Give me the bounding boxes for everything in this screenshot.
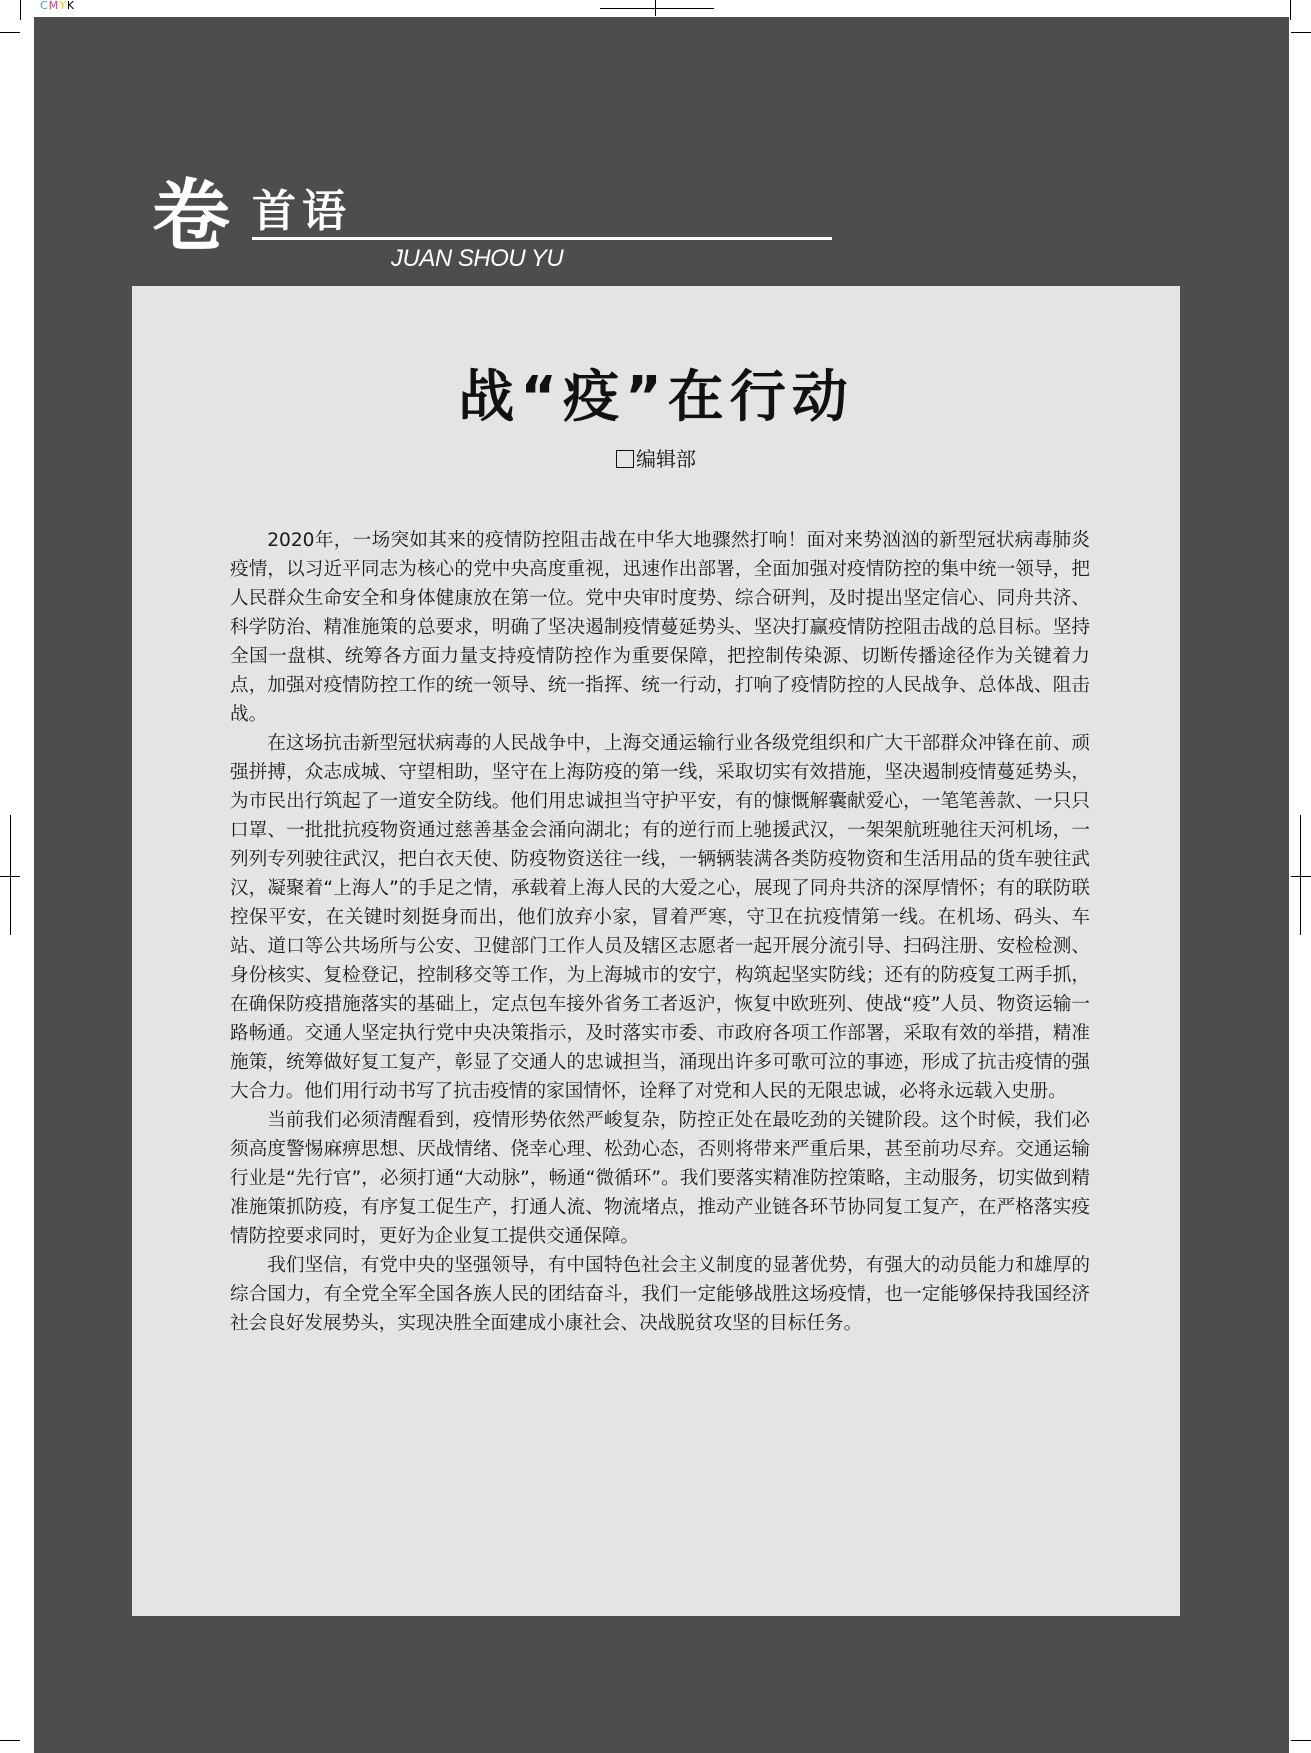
crop-mark — [1300, 815, 1301, 935]
paragraph: 我们坚信，有党中央的坚强领导，有中国特色社会主义制度的显著优势，有强大的动员能力和雄厚的综合国力，有全党全军全国各族人民的团结奋斗，我们一定能够战胜这场疫情，也一定能够保持我国经济社会良好发展势头，实现决胜全面建成小康社会、决战脱贫攻坚的目标任务。 — [230, 1255, 1090, 1334]
column-title-pinyin: JUAN SHOU YU — [391, 245, 564, 272]
crop-mark — [655, 0, 656, 16]
crop-mark — [20, 0, 21, 20]
cmyk-registration-label — [40, 0, 75, 12]
crop-mark — [1291, 876, 1311, 877]
column-title-underline — [252, 237, 832, 240]
crop-mark — [1291, 32, 1311, 33]
article-title: 战“疫”在行动 — [458, 365, 854, 430]
crop-mark — [10, 815, 11, 935]
paragraph: 在这场抗击新型冠状病毒的人民战争中，上海交通运输行业各级党组织和广大干部群众冲锋在前、顽强拼搏，众志成城、守望相助，坚守在上海防疫的第一线，采取切实有效措施，坚决遏制疫情蔓延势头，为市民出行筑起了一道安全防线。他们用忠诚担当守护平安，有的慷慨解囊献爱心，一笔笔善款、一只只口罩、一批批抗疫物资通过慈善基金会涌向湖北；有的逆行而上驰援武汉，一架架航班驰往天河机场，一列列专列驶往武汉，把白衣天使、防疫物资送往一线，一辆辆装满各类防疫物资和生活用品的货车驶往武汉，凝聚着“上海人”的手足之情，承载着上海人民的大爱之心，展现了同舟共济的深厚情怀；有的联防联控保平安，在关键时刻挺身而出，他们放弃小家，冒着严寒，守卫在抗疫情第一线。在机场、码头、车站、道口等公共场所与公安、卫健部门工作人员及辖区志愿者一起开展分流引导、扫码注册、安检检测、身份核实、复检登记，控制移交等工作，为上海城市的安宁，构筑起坚实防线；还有的防疫复工两手抓，在确保防疫措施落实的基础上，定点包车接外省务工者返沪，恢复中欧班列、使战“疫”人员、物资运输一路畅通。交通人坚定执行党中央决策指示，及时落实市委、市政府各项工作部署，采取有效的举措，精准施策，统筹做好复工复产，彰显了交通人的忠诚担当，涌现出许多可歌可泣的事迹，形成了抗击疫情的强大合力。他们用行动书写了抗击疫情的家国情怀，诠释了对党和人民的无限忠诚，必将永远载入史册。 — [230, 733, 1090, 1102]
article-panel — [132, 286, 1180, 1616]
author-box-mark — [616, 450, 634, 468]
paragraph: 2020年，一场突如其来的疫情防控阻击战在中华大地骤然打响！面对来势汹汹的新型冠状病毒肺炎疫情，以习近平同志为核心的党中央高度重视，迅速作出部署，全面加强对疫情防控的集中统一领导，把人民群众生命安全和身体健康放在第一位。党中央审时度势、综合研判，及时提出坚定信心、同舟共济、科学防治、精准施策的总要求，明确了坚决遏制疫情蔓延势头、坚决打赢疫情防控阻击战的总目标。坚持全国一盘棋、统筹各方面力量支持疫情防控作为重要保障，把控制传染源、切断传播途径作为关键着力点，加强对疫情防控工作的统一领导、统一指挥、统一行动，打响了疫情防控的人民战争、总体战、阻击战。 — [230, 530, 1090, 725]
author-name: 编辑部 — [636, 447, 696, 471]
column-title-rest: 首语 — [252, 186, 352, 237]
column-title-main: 卷 — [152, 171, 231, 262]
crop-mark — [0, 32, 20, 33]
crop-mark — [1290, 0, 1291, 20]
crop-mark — [0, 1740, 20, 1741]
article-author — [132, 449, 1180, 469]
cmyk-m: M — [48, 0, 60, 12]
article-body — [230, 526, 1090, 1338]
crop-mark — [600, 8, 714, 9]
crop-mark — [1291, 1740, 1311, 1741]
cmyk-y: Y — [59, 0, 67, 12]
paragraph: 当前我们必须清醒看到，疫情形势依然严峻复杂，防控正处在最吃劲的关键阶段。这个时候，我们必须高度警惕麻痹思想、厌战情绪、侥幸心理、松劲心态，否则将带来严重后果，甚至前功尽弃。交通运输行业是“先行官”，必须打通“大动脉”，畅通“微循环”。我们要落实精准防控策略，主动服务，切实做到精准施策抓防疫，有序复工促生产，打通人流、物流堵点，推动产业链各环节协同复工复产，在严格落实疫情防控要求同时，更好为企业复工提供交通保障。 — [230, 1110, 1090, 1247]
cmyk-c: C — [40, 0, 49, 12]
cmyk-k: K — [66, 0, 76, 12]
